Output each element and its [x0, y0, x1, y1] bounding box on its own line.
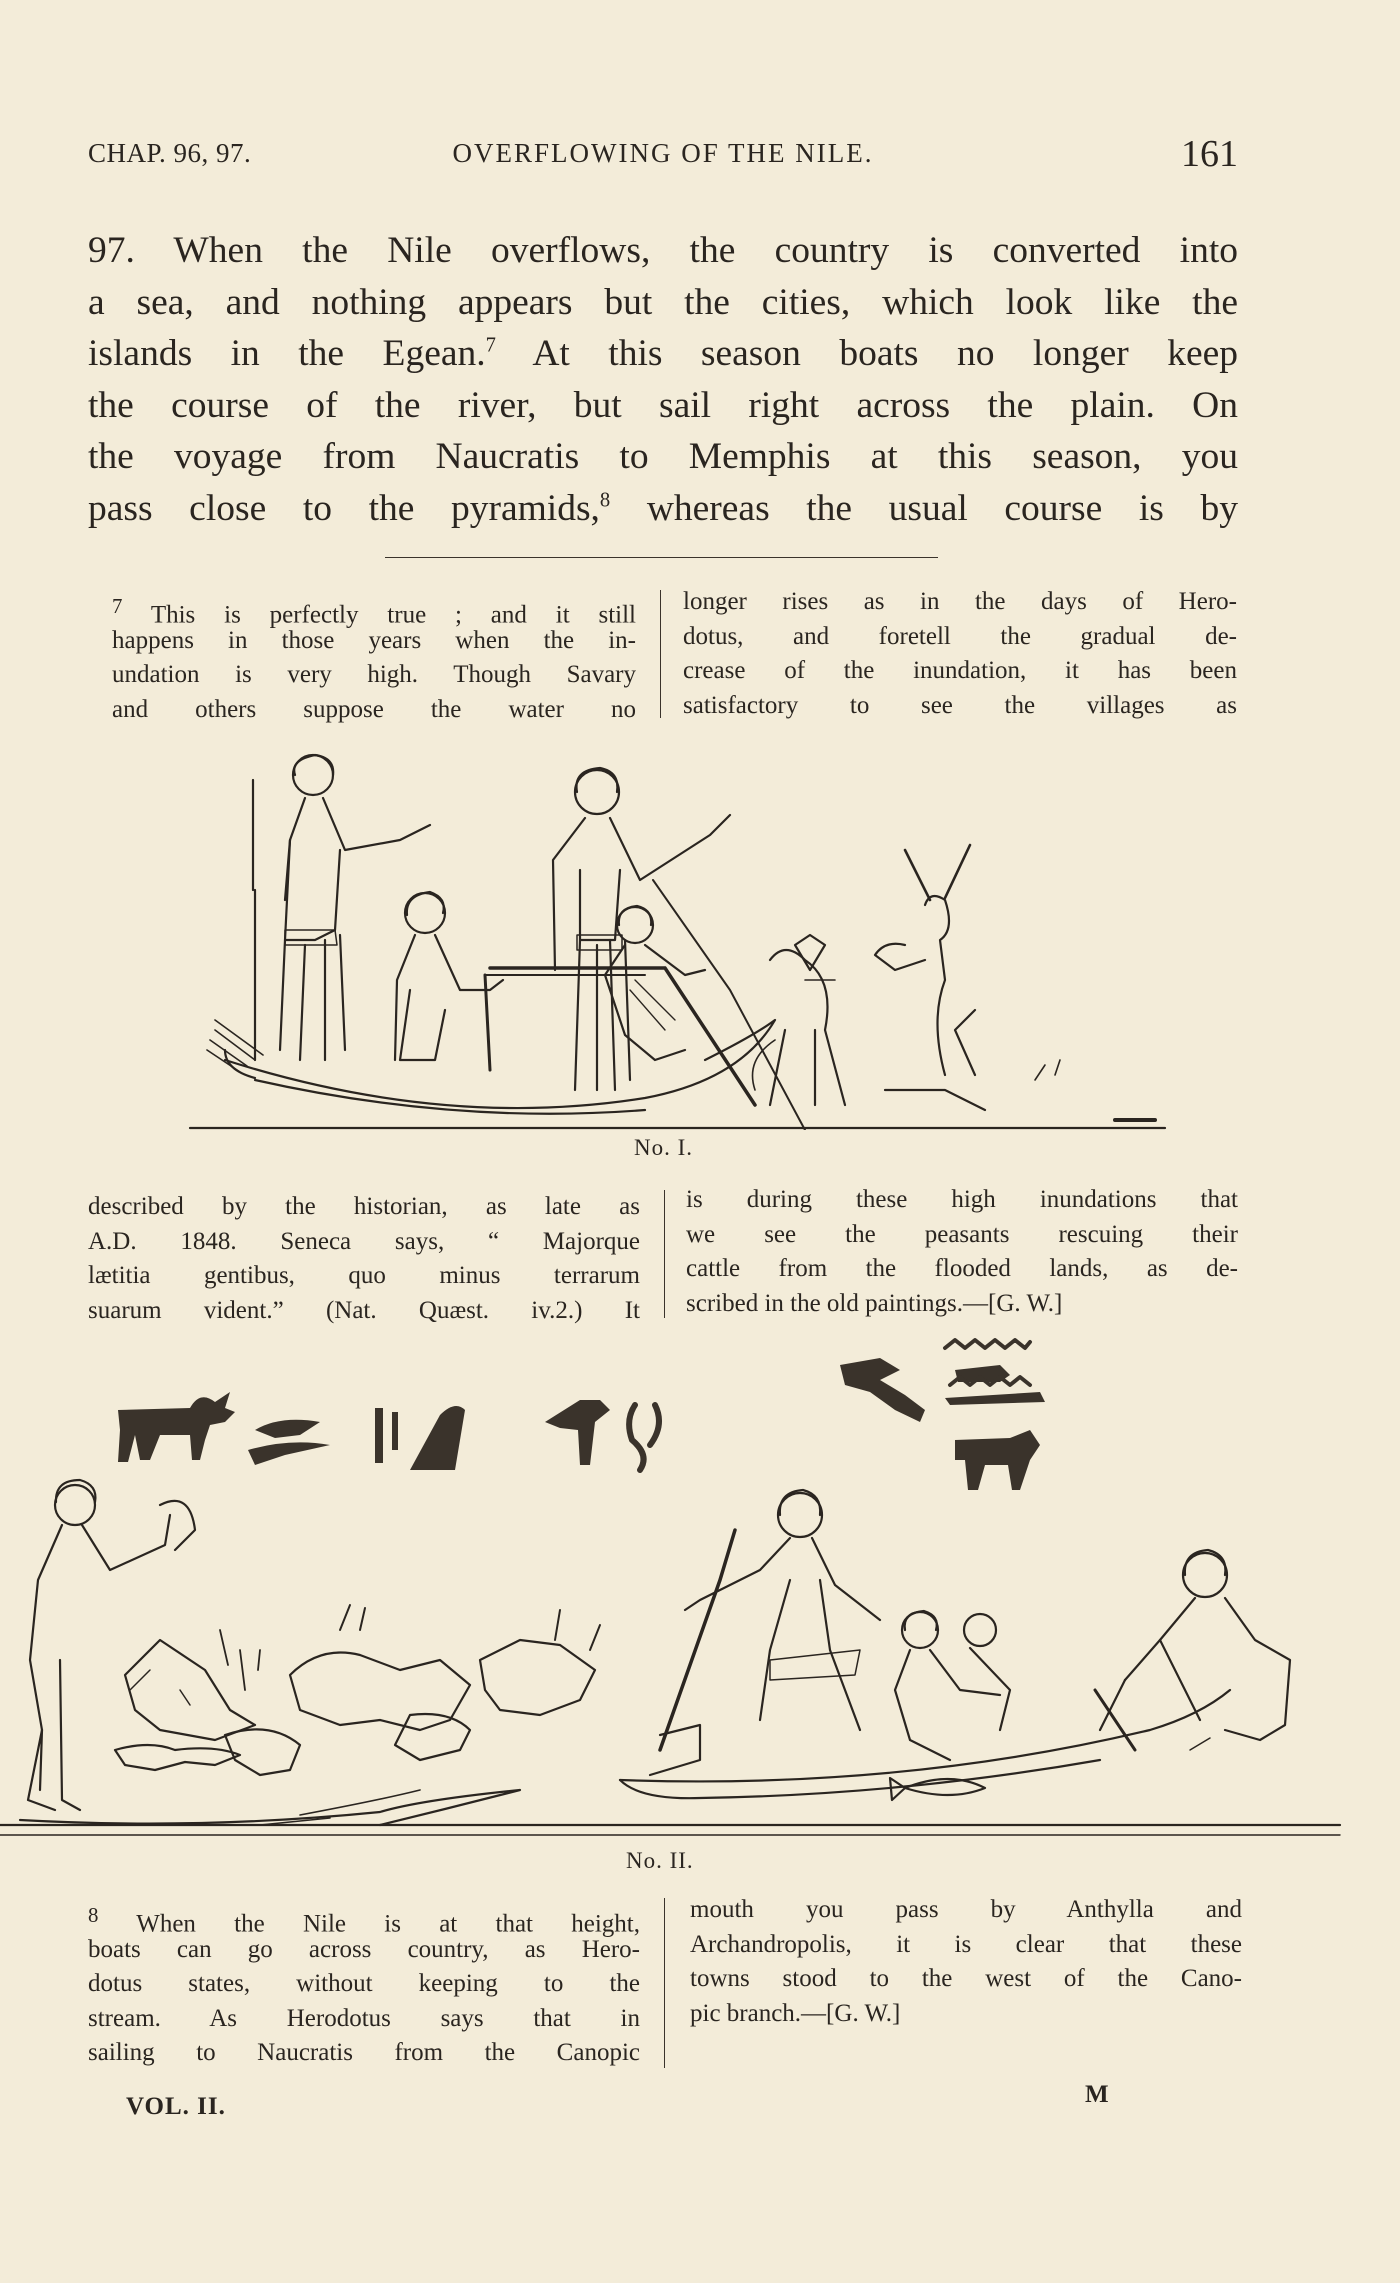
figure-2-caption: No. II. — [626, 1848, 694, 1873]
footnote-line: dotus states, without keeping to the — [88, 1970, 640, 1997]
hieroglyph-row — [118, 1392, 659, 1470]
footnote-marker: 8 — [88, 1903, 99, 1927]
footnote-line: satisfactory to see the villages as — [683, 691, 1237, 719]
column-divider — [664, 1898, 665, 2068]
volume-label: VOL. II. — [126, 2093, 226, 2120]
main-text-fragment: whereas the usual course is by — [610, 487, 1238, 529]
footnote-line: undation is very high. Though Savary — [112, 661, 636, 688]
footnote-line: is during these high inundations that — [686, 1186, 1238, 1213]
footnote-line: described by the historian, as late as — [88, 1193, 640, 1220]
main-text-fragment: pass close to the pyramids, — [88, 487, 600, 529]
main-text-line — [88, 483, 1238, 535]
footnote-line — [88, 1898, 640, 1938]
main-text — [88, 225, 1238, 534]
column-divider — [664, 1190, 665, 1318]
footnote-line: stream. As Herodotus says that in — [88, 2004, 640, 2032]
footnote-line: Archandropolis, it is clear that these — [690, 1930, 1242, 1958]
page-heading: OVERFLOWING OF THE NILE. — [452, 138, 874, 168]
footnote-reference: 8 — [599, 489, 611, 511]
footnote-reference: 7 — [485, 334, 496, 357]
footnote-line: A.D. 1848. Seneca says, “ Majorque — [88, 1227, 640, 1255]
footnote-line: we see the peasants rescuing their — [686, 1220, 1238, 1248]
hieroglyph-group — [840, 1340, 1045, 1490]
footnote-line: scribed in the old paintings.—[G. W.] — [686, 1289, 1063, 1317]
footnote-line: crease of the inundation, it has been — [683, 657, 1237, 684]
footnote-line: mouth you pass by Anthylla and — [690, 1896, 1242, 1923]
footnote-line: boats can go across country, as Hero- — [88, 1935, 640, 1963]
chapter-reference: CHAP. 96, 97. — [88, 138, 252, 168]
signature-mark: M — [1085, 2081, 1109, 2108]
footnote-8-left-column — [88, 1898, 640, 2071]
main-text-line: a sea, and nothing appears but the cities, which look like the — [88, 281, 1238, 323]
column-divider — [660, 590, 661, 718]
footnote-line: longer rises as in the days of Hero- — [683, 588, 1237, 615]
main-text-fragment: islands in the Egean. — [88, 333, 486, 374]
main-text-fragment: At this season boats no longer keep — [495, 333, 1238, 374]
footnote-line: towns stood to the west of the Cano- — [690, 1965, 1242, 1992]
footnote-7-continued-right-column — [686, 1183, 1238, 1321]
footnote-line: lætitia gentibus, quo minus terrarum — [88, 1262, 640, 1289]
footnote-7-left-column — [112, 589, 636, 727]
main-text-line: 97. When the Nile overflows, the country is converted into — [88, 230, 1238, 271]
illustration-peasants-rescuing-cattle — [0, 1330, 1400, 1860]
footnote-line: dotus, and foretell the gradual de- — [683, 622, 1237, 650]
illustration-boat-with-cattle — [185, 730, 1185, 1130]
footnote-line: sailing to Naucratis from the Canopic — [88, 2039, 640, 2066]
footnote-8-right-column — [690, 1893, 1242, 2031]
footnote-7-right-column — [683, 585, 1237, 723]
figure-1-caption: No. I. — [634, 1135, 694, 1160]
footnote-text: This is perfectly true ; and it still — [150, 601, 636, 629]
footnote-marker: 7 — [112, 594, 123, 618]
footnote-line: pic branch.—[G. W.] — [690, 1999, 901, 2027]
page-number: 161 — [1181, 133, 1238, 175]
footnote-line: happens in those years when the in- — [112, 626, 636, 654]
footnote-text: When the Nile is at that height, — [136, 1910, 640, 1938]
footnote-line: suarum vident.” (Nat. Quæst. iv.2.) It — [88, 1296, 640, 1324]
footnote-line: and others suppose the water no — [112, 695, 636, 723]
footnote-rule — [385, 557, 938, 558]
footnote-7-continued-left-column — [88, 1190, 640, 1328]
main-text-line: the voyage from Naucratis to Memphis at this season, you — [88, 436, 1238, 477]
main-text-line: the course of the river, but sail right across the plain. On — [88, 384, 1238, 426]
running-head — [88, 133, 1238, 182]
main-text-line — [88, 328, 1238, 380]
footnote-line: cattle from the flooded lands, as de- — [686, 1255, 1238, 1282]
footnote-line — [112, 589, 636, 629]
